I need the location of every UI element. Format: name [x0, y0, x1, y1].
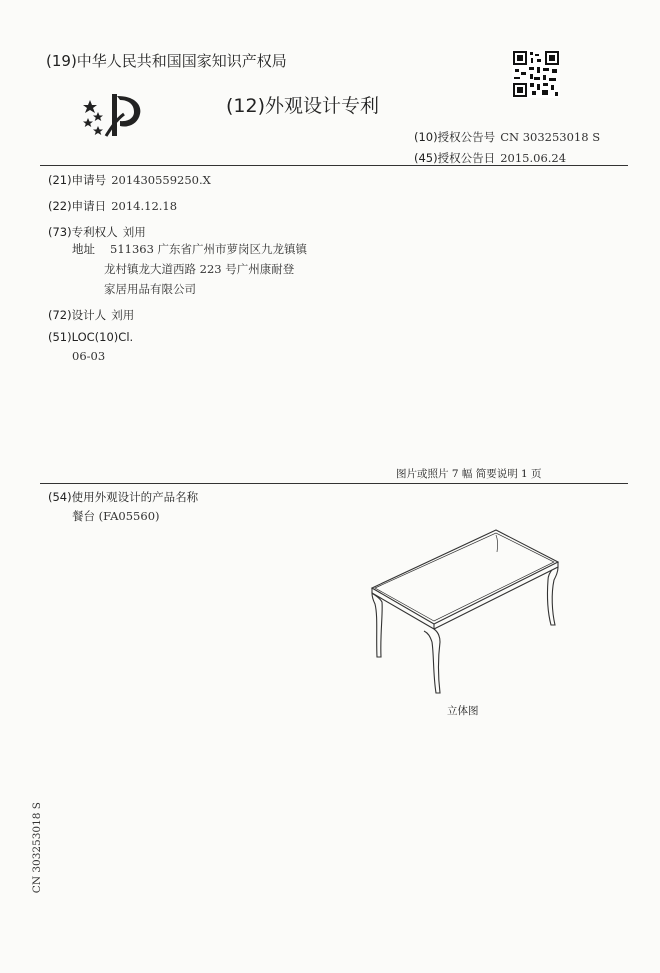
- designer-name: 刘用: [111, 308, 135, 322]
- document-type-title: (12)外观设计专利: [226, 95, 380, 117]
- grant-date: 2015.06.24: [500, 151, 567, 165]
- classification-label: (51)LOC(10)Cl.: [48, 330, 134, 344]
- classification-value: 06-03: [72, 349, 106, 363]
- designer-label: (72)设计人: [48, 308, 107, 322]
- address-line: 511363 广东省广州市萝岗区九龙镇镇: [110, 242, 308, 256]
- side-document-number: CN 303253018 S: [31, 802, 43, 894]
- application-date-label: (22)申请日: [48, 199, 107, 213]
- figure-count: 图片或照片 7 幅 简要说明 1 页: [396, 468, 542, 480]
- application-date-row: [48, 195, 177, 214]
- patentee-row: [48, 221, 146, 240]
- cnipa-logo-icon: [78, 90, 146, 140]
- qr-code-icon: [512, 50, 560, 98]
- product-name: 餐台 (FA05560): [72, 509, 160, 523]
- patentee-name: 刘用: [122, 225, 146, 239]
- grant-number-label: (10)授权公告号: [414, 130, 496, 144]
- patent-office-name: (19)中华人民共和国国家知识产权局: [46, 52, 287, 70]
- application-number-label: (21)申请号: [48, 173, 107, 187]
- patentee-label: (73)专利权人: [48, 225, 118, 239]
- figure-label: 立体图: [447, 705, 479, 717]
- address-line: 龙村镇龙大道西路 223 号广州康耐登: [104, 262, 295, 276]
- application-number: 201430559250.X: [111, 173, 211, 187]
- product-name-heading: (54)使用外观设计的产品名称: [48, 490, 199, 504]
- divider-middle: [40, 483, 628, 484]
- designer-row: [48, 304, 134, 323]
- application-number-row: [48, 169, 211, 188]
- grant-date-label: (45)授权公告日: [414, 151, 496, 165]
- address-line: 家居用品有限公司: [104, 282, 196, 296]
- divider-top: [40, 165, 628, 166]
- grant-date-row: [414, 147, 566, 166]
- application-date: 2014.12.18: [111, 199, 178, 213]
- table-perspective-drawing: [366, 524, 562, 696]
- grant-number-row: [414, 126, 600, 145]
- grant-number: CN 303253018 S: [500, 130, 601, 144]
- address-label: 地址: [72, 242, 95, 256]
